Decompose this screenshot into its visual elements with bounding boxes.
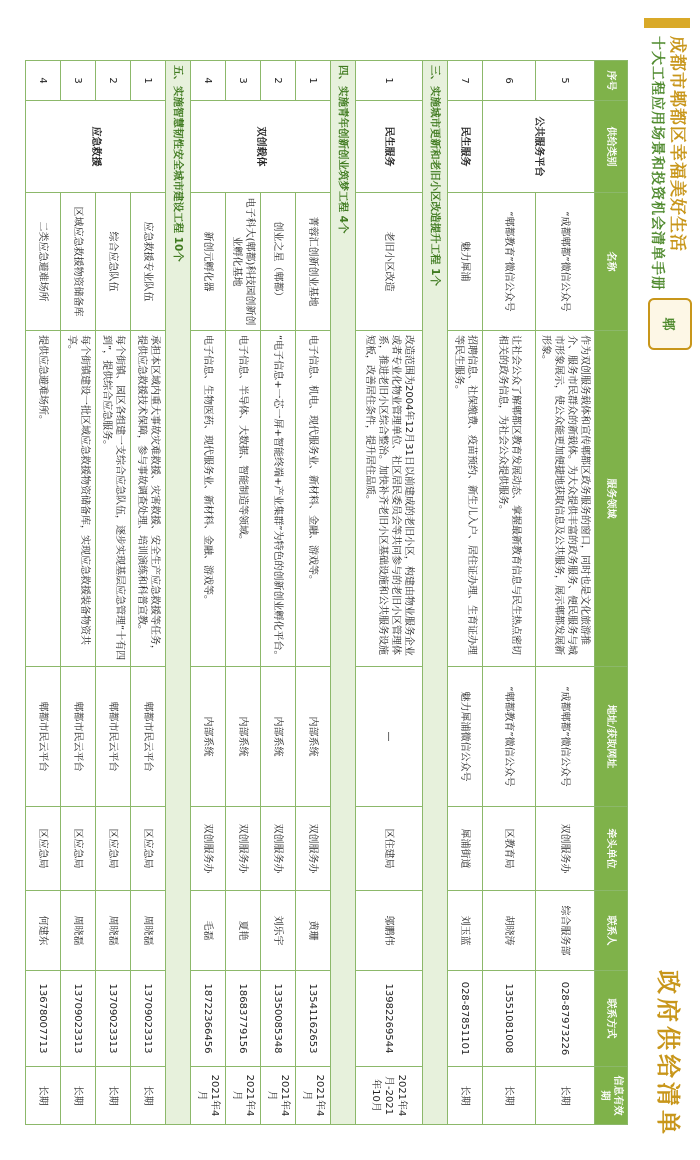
column-header: 服务领域 <box>595 331 628 667</box>
section-title: 三、实施城市更新和老旧小区改造提升工程 1个 <box>423 61 448 1125</box>
row-valid: 长期 <box>61 1067 96 1125</box>
row-valid: 长期 <box>26 1067 61 1125</box>
row-address: 郫都市民云平台 <box>131 667 166 807</box>
row-phone: 028-87973226 <box>536 971 595 1067</box>
row-name: 魅力犀浦 <box>448 193 483 331</box>
row-lead-unit: 双创服务办 <box>536 807 595 891</box>
table-row <box>483 61 536 1125</box>
table-row <box>131 61 166 1125</box>
row-name: “成都郫都”微信公众号 <box>536 193 595 331</box>
row-contact: 夏艳 <box>226 891 261 971</box>
table-row <box>356 61 423 1125</box>
section-title: 四、实施青年创新创业筑梦工程 4个 <box>331 61 356 1125</box>
supply-table <box>25 60 628 1125</box>
table-row <box>26 61 61 1125</box>
row-contact: 综合服务部 <box>536 891 595 971</box>
table-row <box>448 61 483 1125</box>
row-contact: 何建东 <box>26 891 61 971</box>
column-header: 地址/获取网址 <box>595 667 628 807</box>
row-domain: 提供应急避难场所。 <box>26 331 61 667</box>
row-contact: 周晓磊 <box>96 891 131 971</box>
row-address: “成都郫都”微信公众号 <box>536 667 595 807</box>
row-no: 1 <box>356 61 423 101</box>
row-valid: 长期 <box>536 1067 595 1125</box>
row-category: 应急救援 <box>26 101 166 193</box>
row-contact: 毛磊 <box>191 891 226 971</box>
row-domain: 承担本区域内重大事故灾难救援、灾害救援、安全生产应急救援等任务，提供应急救援技术保障，参与事故调查处理、培训演练和科普宣教。 <box>131 331 166 667</box>
row-lead-unit: 双创服务办 <box>296 807 331 891</box>
row-no: 1 <box>296 61 331 101</box>
row-no: 2 <box>261 61 296 101</box>
row-lead-unit: 区应急局 <box>61 807 96 891</box>
row-valid: 2021年4月 <box>296 1067 331 1125</box>
row-valid: 2021年4月-2021年10月 <box>356 1067 423 1125</box>
header-title: 成都市郫都区幸福美好生活 <box>667 36 687 252</box>
row-domain: 电子信息、半导体、大数据、智能制造等领域。 <box>226 331 261 667</box>
header-accent-bar <box>644 18 690 28</box>
row-no: 4 <box>26 61 61 101</box>
row-lead-unit: 区应急局 <box>26 807 61 891</box>
row-domain: 每个街镇、园区各组建一支综合应急队伍，逐步实现基层应急管理“十有四到”，提供综合应急服务。 <box>96 331 131 667</box>
row-lead-unit: 双创服务办 <box>191 807 226 891</box>
row-address: “郫都教育”微信公众号 <box>483 667 536 807</box>
row-contact: 刘乐宇 <box>261 891 296 971</box>
row-phone: 13541162653 <box>296 971 331 1067</box>
row-domain: 改造范围为2004年12月31日以前建成的老旧小区，构建由物业服务企业或者专业化物业管理单位、社区居民委员会等共同参与的老旧小区管理体系，推进老旧小区综合整治。加快补齐老旧小区基础设施和公共服务设施短板，改善居住条件，提升居住品质。 <box>356 331 423 667</box>
row-lead-unit: 区住建局 <box>356 807 423 891</box>
row-phone: 18722366456 <box>191 971 226 1067</box>
supply-table-container <box>25 60 628 1124</box>
row-address: 魅力犀浦微信公众号 <box>448 667 483 807</box>
column-header: 联系方式 <box>595 971 628 1067</box>
row-contact: 刘玉蓝 <box>448 891 483 971</box>
row-address: 郫都市民云平台 <box>96 667 131 807</box>
row-no: 7 <box>448 61 483 101</box>
row-name: 二类应急避难场所 <box>26 193 61 331</box>
row-category: 公共服务平台 <box>483 101 595 193</box>
row-category: 民生服务 <box>448 101 483 193</box>
section-header-row <box>331 61 356 1125</box>
row-contact: 周晓磊 <box>131 891 166 971</box>
section-header-row <box>166 61 191 1125</box>
row-lead-unit: 区应急局 <box>131 807 166 891</box>
row-name: 菁蓉汇创新创业基地 <box>296 193 331 331</box>
row-name: “郫都教育”微信公众号 <box>483 193 536 331</box>
table-row <box>61 61 96 1125</box>
row-contact: 周晓磊 <box>61 891 96 971</box>
row-contact: 胡晓涛 <box>483 891 536 971</box>
row-category: 民生服务 <box>356 101 423 193</box>
row-address: 郫都市民云平台 <box>61 667 96 807</box>
row-no: 4 <box>191 61 226 101</box>
row-phone: 13551081008 <box>483 971 536 1067</box>
row-phone: 13982269544 <box>356 971 423 1067</box>
table-row <box>191 61 226 1125</box>
row-name: 老旧小区改造 <box>356 193 423 331</box>
row-no: 5 <box>536 61 595 101</box>
row-no: 2 <box>96 61 131 101</box>
row-name: 区域应急救援物资储备库 <box>61 193 96 331</box>
table-row <box>96 61 131 1125</box>
row-lead-unit: 区教育局 <box>483 807 536 891</box>
row-valid: 长期 <box>96 1067 131 1125</box>
row-address: 郫都市民云平台 <box>26 667 61 807</box>
row-name: 应急救援专业队伍 <box>131 193 166 331</box>
row-address: 内部系统 <box>191 667 226 807</box>
header-right-title: 政府供给清单 <box>654 970 682 1138</box>
row-phone: 18683779156 <box>226 971 261 1067</box>
table-row <box>536 61 595 1125</box>
row-address: 内部系统 <box>296 667 331 807</box>
row-name: 创业之星（郫都） <box>261 193 296 331</box>
row-domain: 作为双创服务载体和宣传郫都区政务服务的窗口，同时也是文化旅游推介、服务市民群众的新载体。为大众提供丰富的政务服务、便民服务与城市形象展示，使公众能更加便捷地获取信息及公共服务，展示郫都发展新形象。 <box>536 331 595 667</box>
row-domain: 每个街镇建设一批区域应急救援物资储备库，实现应急救援装备物资共享。 <box>61 331 96 667</box>
row-domain: 招聘信息、社保缴费、疫苗预约、新生儿入户、居住证办理、生育证办理等民生服务。 <box>448 331 483 667</box>
header-subtitle: 十大工程应用场景和投资机会清单手册 <box>649 36 665 291</box>
table-row <box>261 61 296 1125</box>
row-name: 综合应急队伍 <box>96 193 131 331</box>
row-name: 电子科大(郫都)科技园创新创业孵化基地 <box>226 193 261 331</box>
row-phone: 13678007713 <box>26 971 61 1067</box>
row-valid: 2021年4月 <box>191 1067 226 1125</box>
row-address: 内部系统 <box>261 667 296 807</box>
column-header: 序号 <box>595 61 628 101</box>
row-address: — <box>356 667 423 807</box>
row-phone: 13350085348 <box>261 971 296 1067</box>
row-lead-unit: 双创服务办 <box>261 807 296 891</box>
row-domain: 电子信息、机电、现代服务业、新材料、金融、游戏等。 <box>296 331 331 667</box>
row-lead-unit: 双创服务办 <box>226 807 261 891</box>
pidu-logo-icon: 郫 <box>648 298 692 350</box>
column-header: 信息有效期 <box>595 1067 628 1125</box>
row-valid: 2021年4月 <box>261 1067 296 1125</box>
row-address: 内部系统 <box>226 667 261 807</box>
row-contact: 黄珊 <box>296 891 331 971</box>
row-lead-unit: 犀浦街道 <box>448 807 483 891</box>
row-valid: 长期 <box>483 1067 536 1125</box>
row-contact: 邬鹏伟 <box>356 891 423 971</box>
row-no: 1 <box>131 61 166 101</box>
column-header: 名称 <box>595 193 628 331</box>
section-header-row <box>423 61 448 1125</box>
column-header: 联系人 <box>595 891 628 971</box>
row-valid: 2021年4月 <box>226 1067 261 1125</box>
row-no: 6 <box>483 61 536 101</box>
row-phone: 028-87851101 <box>448 971 483 1067</box>
row-no: 3 <box>226 61 261 101</box>
table-row <box>296 61 331 1125</box>
section-title: 五、实施智慧韧性安全城市建设工程 10个 <box>166 61 191 1125</box>
table-header-row <box>595 61 628 1125</box>
row-category: 双创载体 <box>191 101 331 193</box>
row-domain: 电子信息、生物医药、现代服务业、新材料、金融、游戏等。 <box>191 331 226 667</box>
column-header: 供给类别 <box>595 101 628 193</box>
row-domain: “电子信息+一芯一屏+智能终端+产业集群”为特色的创新创业孵化平台。 <box>261 331 296 667</box>
row-valid: 长期 <box>131 1067 166 1125</box>
row-no: 3 <box>61 61 96 101</box>
table-row <box>226 61 261 1125</box>
row-lead-unit: 区应急局 <box>96 807 131 891</box>
row-valid: 长期 <box>448 1067 483 1125</box>
page-header <box>628 0 700 1160</box>
column-header: 牵头单位 <box>595 807 628 891</box>
row-phone: 13709023313 <box>131 971 166 1067</box>
row-name: 新创元孵化器 <box>191 193 226 331</box>
row-phone: 13709023313 <box>96 971 131 1067</box>
row-phone: 13709023313 <box>61 971 96 1067</box>
row-domain: 让社会公众了解郫都区教育发展动态、掌握最新教育信息与民生热点密切相关的政务信息，为社会公众提供服务。 <box>483 331 536 667</box>
